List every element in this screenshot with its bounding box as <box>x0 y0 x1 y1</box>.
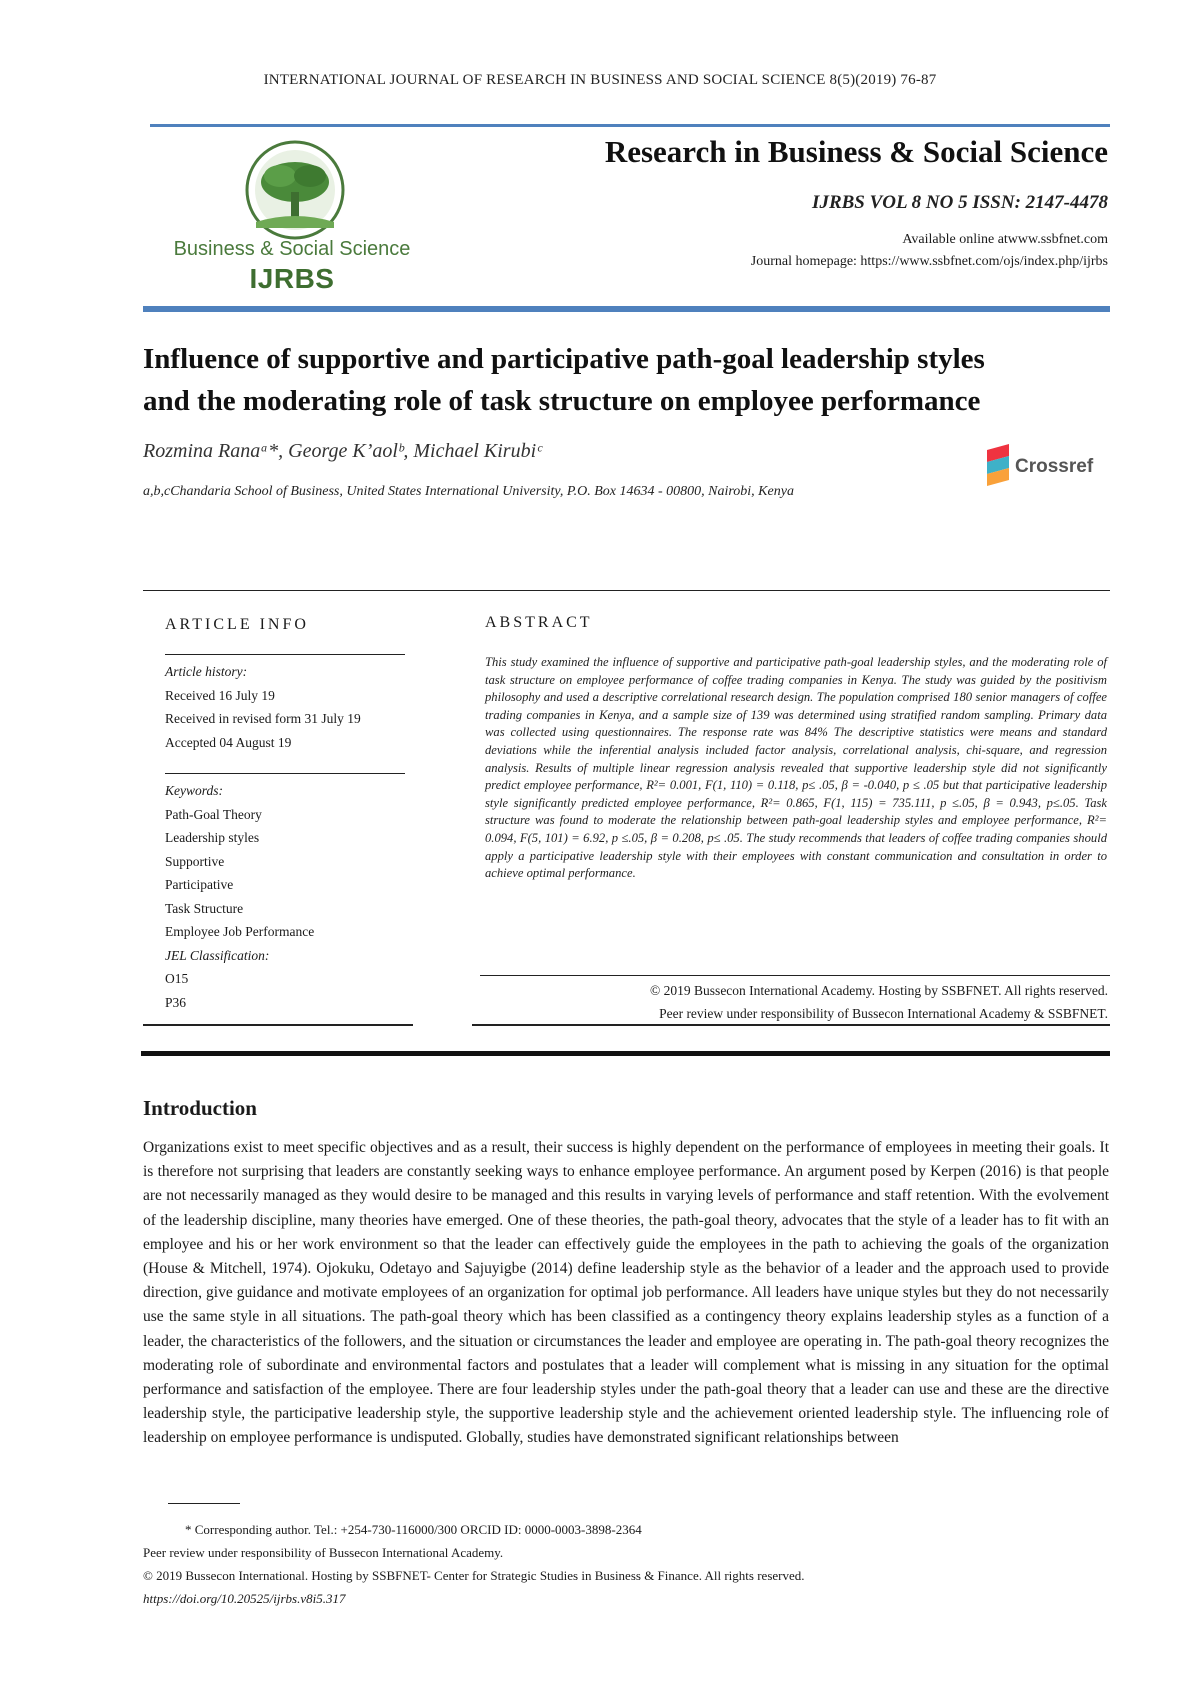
footnote-corresponding: * Corresponding author. Tel.: +254-730-116000/300 ORCID ID: 0000-0003-3898-2364 <box>185 1522 642 1537</box>
abstract-peer-review: Peer review under responsibility of Bussecon International Academy & SSBFNET. <box>659 1006 1108 1021</box>
keyword: Supportive <box>165 853 225 869</box>
info-bottom-rule <box>143 1024 413 1026</box>
keyword: Employee Job Performance <box>165 924 315 939</box>
tree-logo-icon <box>160 140 420 240</box>
jel-code: P36 <box>165 994 187 1010</box>
introduction-text: Organizations exist to meet specific objectives and as a result, their success is highly dependent on the performance of employees in meeting their goals. It is therefore not surprising that leaders are constantly seeking ways to enhance employee performance. An argument posed by Kerpen (2016) is that people are not necessarily managed as they would desire to be managed and this results in varying levels of performance and staff retention. With the evolvement of the leadership discipline, many theories have emerged. One of these theories, the path-goal theory, advocates that the style of a leader has to fit with an employee and his or her work environment so that the leader can effectively guide the employees in the path to achieving the goals of the organization (House & Mitchell, 1974). Ojokuku, Odetayo and Sajuyigbe (2014) define leadership style as the behavior of a leader and the approach used to provide direction, give guidance and motivate employees of an organization for optimal job performance. All leaders have unique styles but they do not necessarily use the same style in all situations. The path-goal theory which has been classified as a contingency theory explains leadership styles as a function of a leader, the characteristics of the followers, and the situation or circumstances the leader and employee are operating in. The path-goal theory recognizes the moderating role of subordinate and environmental factors and postulates that a leader will complement what is missing in any situation for the optimal performance and satisfaction of the employee. There are four leadership styles under the path-goal theory that a leader can use and these are the directive leadership style, the participative leadership style, the supportive leadership style and the achievement oriented leadership style. The influencing role of leadership on employee performance is undisputed. Globally, studies have demonstrated significant relationships between <box>143 1139 1109 1447</box>
logo-text-line1: Business & Social Science <box>173 238 411 260</box>
jel-label: JEL Classification: <box>165 947 270 963</box>
footnote-copyright: © 2019 Bussecon International. Hosting by SSBFNET- Center for Strategic Studies in Business & Finance. All rights reserved. <box>143 1568 805 1583</box>
issn-line: IJRBS VOL 8 NO 5 ISSN: 2147-4478 <box>812 192 1108 213</box>
section-divider <box>141 1051 1110 1056</box>
info-rule <box>165 773 405 774</box>
journal-title: Research in Business & Social Science <box>604 134 1108 169</box>
introduction-heading: Introduction <box>143 1096 257 1120</box>
logo-text-line2: IJRBS <box>249 263 335 294</box>
keywords-block <box>165 783 415 1018</box>
footnote-peer-review: Peer review under responsibility of Bussecon International Academy. <box>143 1545 504 1560</box>
doi-link[interactable]: https://doi.org/10.20525/ijrbs.v8i5.317 <box>143 1591 346 1606</box>
article-info-heading: ARTICLE INFO <box>165 616 309 633</box>
abstract-text: This study examined the influence of supportive and participative path-goal leadership styles, and the moderating role of task structure on employee performance of coffee trading companies in Kenya. The study was guided by the positivism philosophy and used a descriptive correlational research design. The population comprised 180 senior managers of coffee trading companies in Kenya, and a sample size of 139 was determined using stratified random sampling. Primary data was collected using questionnaires. The response rate was 84% The descriptive statistics were means and standard deviations while the inferential analysis included factor analysis, correlational analysis, chi-square, and regression analysis. Results of multiple linear regression analysis revealed that supportive leadership style did not significantly predict employee performance, R²= 0.001, F(1, 110) = 0.118, p≤ .05, β = -0.040, p ≤ .05 but that participative leadership style significantly predicted employee performance, R²= 0.865, F(1, 115) = 735.111, p ≤.05, β = 0.943, p≤.05. Task structure was found to moderate the relationship between path-goal leadership styles and employee performance, R²= 0.094, F(5, 101) = 6.92, p ≤.05, β = 0.208, p≤ .05. The study recommends that leaders of coffee trading companies should apply a participative leadership style with their employees with constant communication and consultation in order to achieve optimal performance. <box>485 655 1107 881</box>
crossref-icon <box>985 440 1105 488</box>
keyword: Participative <box>165 877 234 892</box>
header-rule-bottom <box>143 306 1110 312</box>
info-top-rule <box>143 590 1110 591</box>
crossref-badge[interactable] <box>985 440 1105 488</box>
article-history <box>165 664 415 758</box>
history-received: Received 16 July 19 <box>165 687 275 703</box>
keyword: Leadership styles <box>165 830 260 845</box>
paper-title-line2: and the moderating role of task structure on employee performance <box>143 385 981 417</box>
history-accepted: Accepted 04 August 19 <box>165 734 292 750</box>
abstract-bottom-rule <box>472 1024 1110 1026</box>
info-rule <box>165 654 405 655</box>
running-head: INTERNATIONAL JOURNAL OF RESEARCH IN BUSINESS AND SOCIAL SCIENCE 8(5)(2019) 76-87 <box>263 72 937 88</box>
abstract-rule <box>480 975 1110 976</box>
available-online[interactable]: Available online atwww.ssbfnet.com <box>902 232 1108 247</box>
abstract-copyright: © 2019 Bussecon International Academy. Hosting by SSBFNET. All rights reserved. <box>650 983 1108 998</box>
abstract-heading: ABSTRACT <box>485 614 593 631</box>
crossref-label: Crossref <box>1015 456 1094 477</box>
keywords-label: Keywords: <box>165 783 223 798</box>
footnote-rule <box>168 1503 240 1504</box>
paper-title-line1: Influence of supportive and participative path-goal leadership styles <box>143 343 985 375</box>
paper-title <box>143 338 1103 422</box>
history-label: Article history: <box>165 664 248 679</box>
header-rule-top <box>150 124 1110 127</box>
keyword: Task Structure <box>165 900 244 916</box>
jel-code: O15 <box>165 971 189 986</box>
keyword: Path-Goal Theory <box>165 806 262 822</box>
history-revised: Received in revised form 31 July 19 <box>165 711 361 726</box>
authors: Rozmina Ranaᵃ*, George K’aolᵇ, Michael Kirubiᶜ <box>143 440 542 462</box>
affiliation: a,b,cChandaria School of Business, United States International University, P.O. Box 14634 - 00800, Nairobi, Kenya <box>143 484 794 499</box>
journal-homepage-link[interactable]: Journal homepage: https://www.ssbfnet.com/ojs/index.php/ijrbs <box>750 254 1108 269</box>
